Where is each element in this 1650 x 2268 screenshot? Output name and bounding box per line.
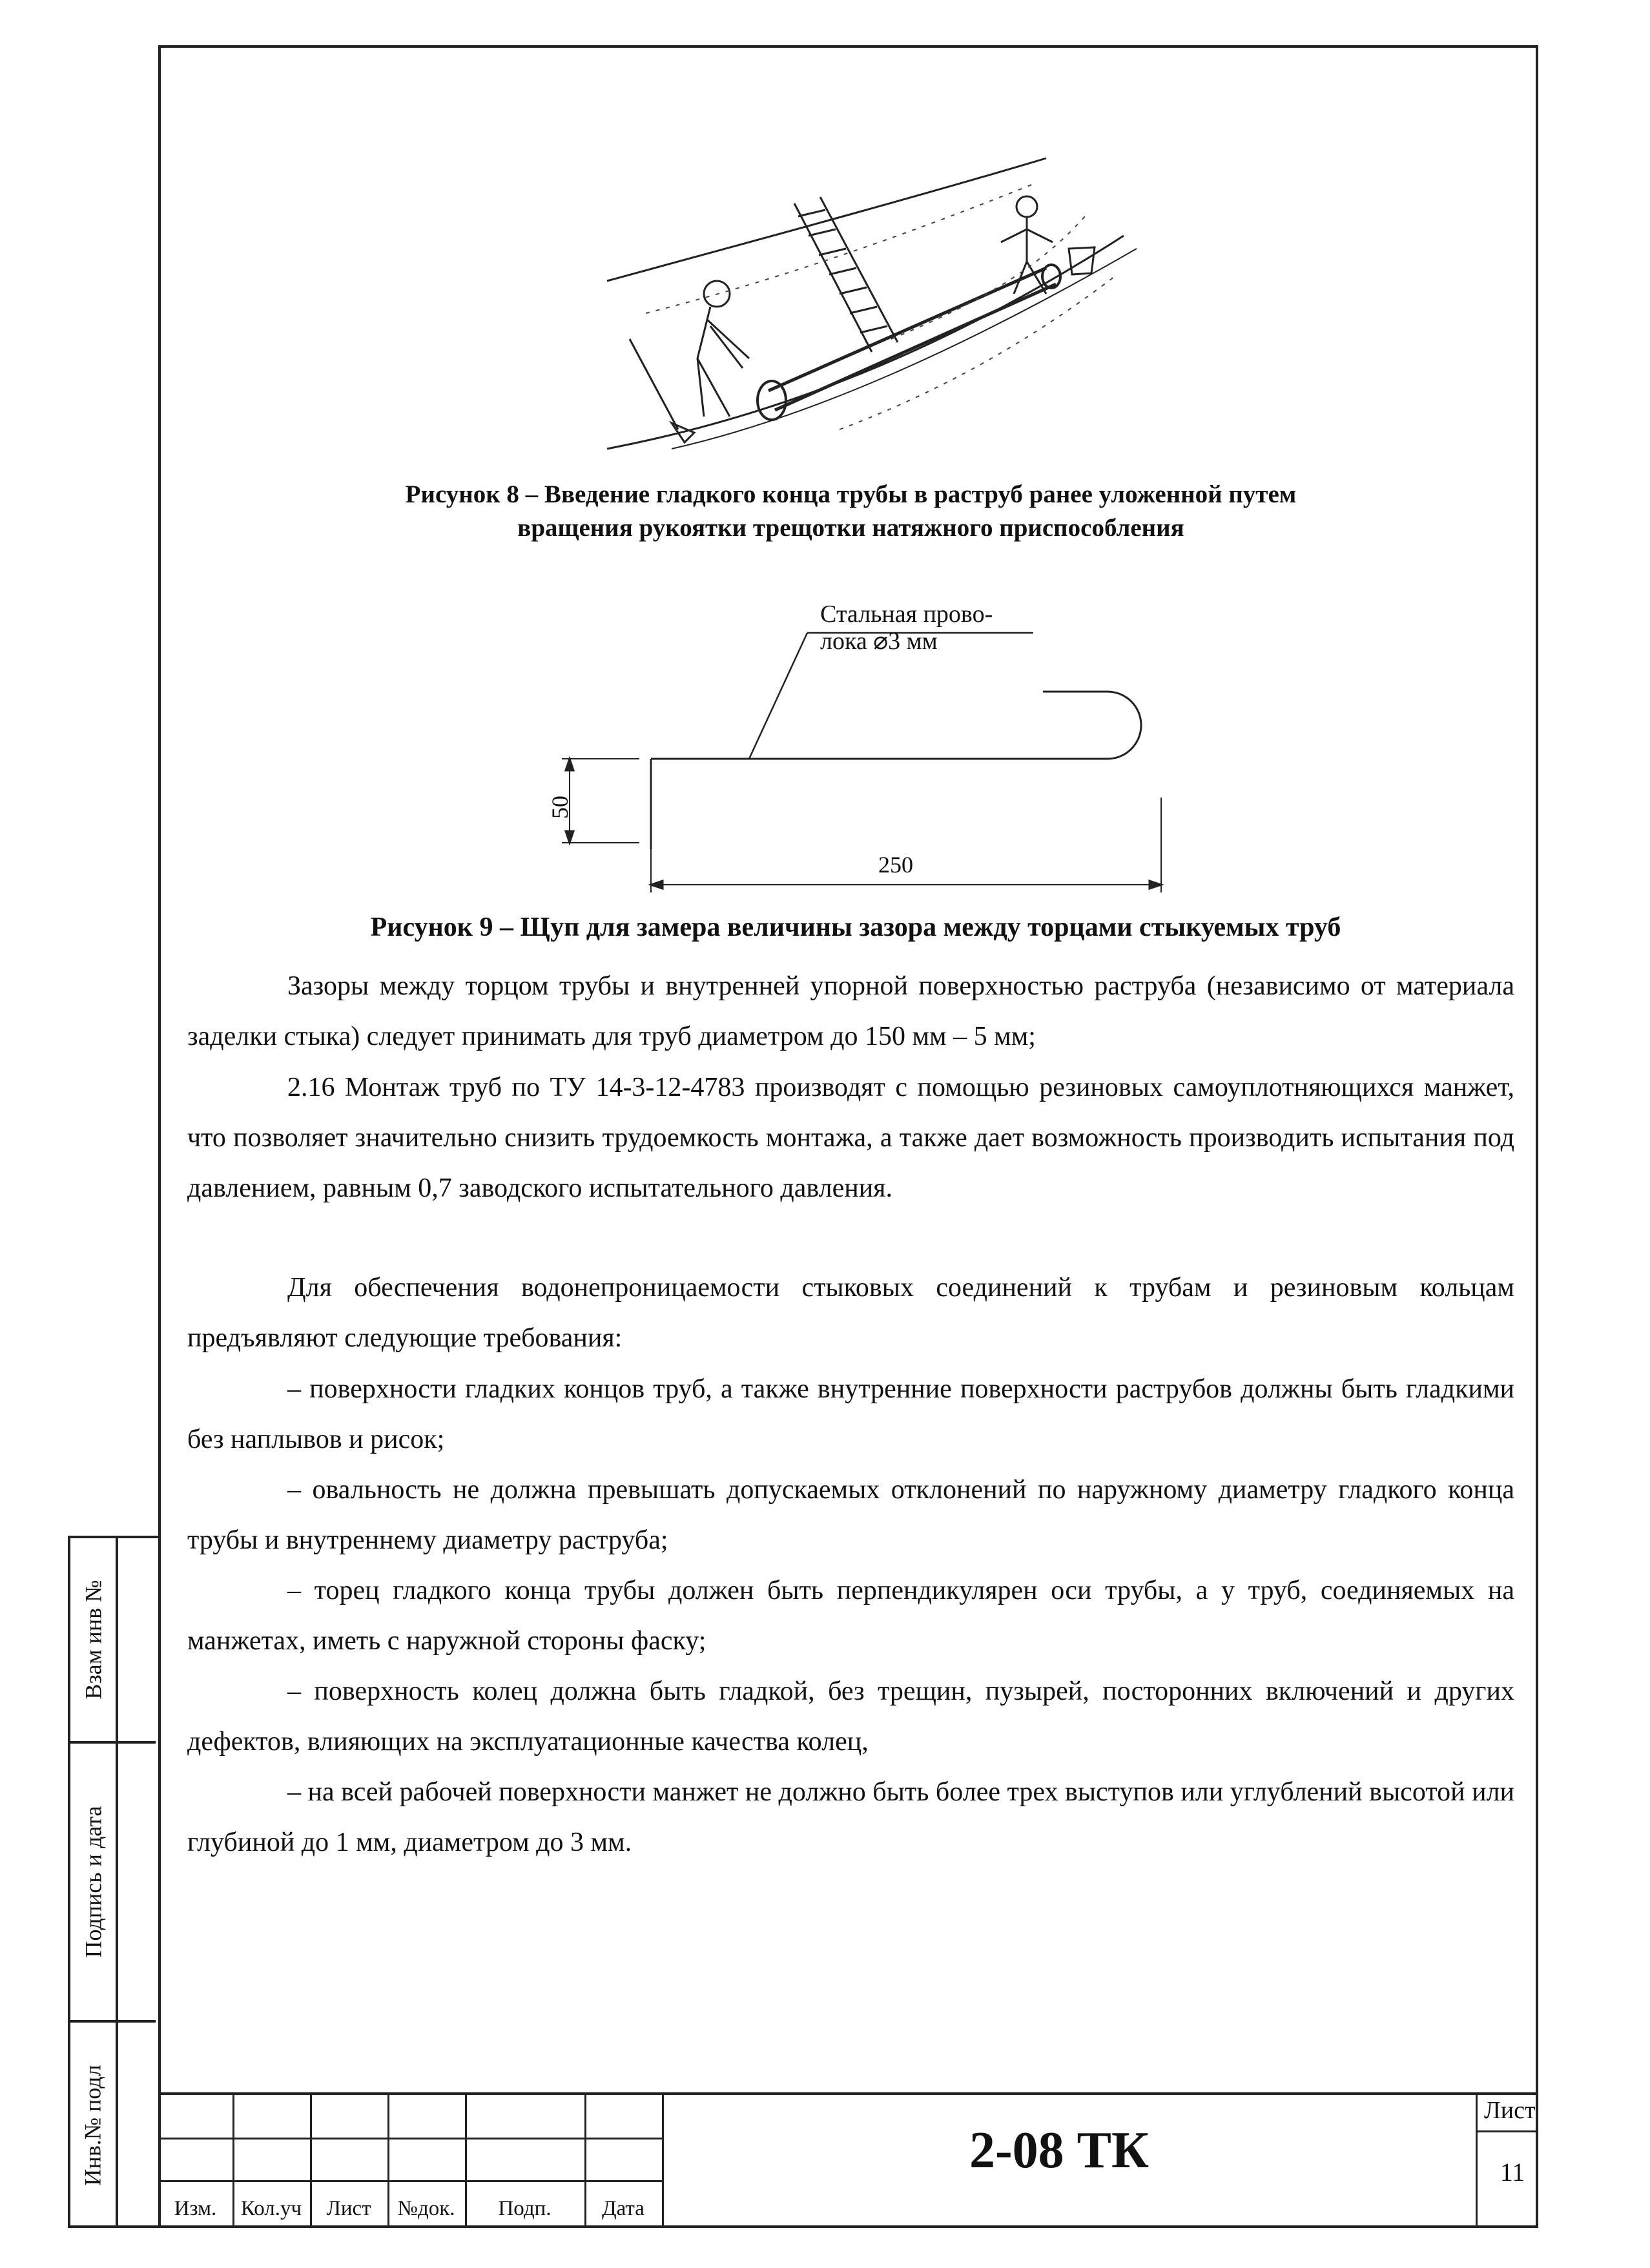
figure9-callout-line1: Стальная прово- — [820, 601, 993, 628]
list-item-smooth-surfaces: – поверхности гладких концов труб, а также внутренние поверхности раструбов должны быть гладкими без наплывов и рисок; — [187, 1374, 1514, 1454]
document-code: 2-08 ТК — [969, 2122, 1149, 2179]
figure9-dim-height: 50 — [547, 796, 573, 819]
side-label-inv-podl: Инв.№ подл — [80, 2065, 106, 2186]
figure9-dim-length: 250 — [878, 852, 913, 878]
side-label-signature-date: Подпись и дата — [80, 1806, 107, 1958]
paragraph-gap-requirements: Зазоры между торцом трубы и внутренней упорной поверхностью раструба (независимо от материала заделки стыка) следует принимать для труб диаметром до 150 мм – 5 мм; — [187, 971, 1514, 1051]
col-izm: Изм. — [174, 2197, 217, 2220]
figure8-caption — [187, 478, 1514, 545]
col-kolvo-uch: Кол.уч — [240, 2197, 302, 2220]
col-list: Лист — [326, 2197, 371, 2220]
side-cell-signature-date — [70, 1744, 156, 2023]
sheet-label: Лист — [1484, 2097, 1536, 2124]
list-item-ovality: – овальность не должна превышать допускаемых отклонений по наружному диаметру гладкого конца трубы и внутреннему диаметру раструба; — [187, 1475, 1514, 1555]
figure9-caption: Рисунок 9 – Щуп для замера величины зазора между торцами стыкуемых труб — [370, 912, 1341, 942]
side-stamp — [68, 1536, 158, 2228]
figure9-callout — [820, 601, 993, 655]
paragraph-2-16: 2.16 Монтаж труб по ТУ 14-3-12-4783 производят с помощью резиновых самоуплотняющихся манжет, что позволяет значительно снизить трудоемкость монтажа, а также дает возможность производить испытания под давлением, равным 0,7 заводского испытательного давления. — [187, 1073, 1514, 1203]
side-cell-zam-inv — [70, 1538, 156, 1744]
col-ndok: №док. — [397, 2197, 455, 2220]
col-data: Дата — [602, 2197, 645, 2220]
col-podp: Подп. — [498, 2197, 552, 2220]
paragraph-waterproofing: Для обеспечения водонепроницаемости стыковых соединений к трубам и резиновым кольцам предъявляют следующие требования: — [187, 1273, 1514, 1353]
sheet-number: 11 — [1500, 2158, 1525, 2187]
list-item-chamfer: – торец гладкого конца трубы должен быть перпендикулярен оси трубы, а у труб, соединяемых на манжетах, иметь с наружной стороны фаску; — [187, 1576, 1514, 1656]
list-item-ring-surface: – поверхность колец должна быть гладкой, без трещин, пузырей, посторонних включений и других дефектов, влияющих на эксплуатационные качества колец, — [187, 1676, 1514, 1757]
list-item-cuff-protrusions: – на всей рабочей поверхности манжет не должно быть более трех выступов или углублений высотой или глубиной до 1 мм, диаметром до 3 мм. — [187, 1777, 1514, 1857]
figure8-caption-line2: вращения рукоятки трещотки натяжного приспособления — [517, 514, 1184, 542]
side-label-zam-inv: Взам инв № — [80, 1580, 106, 1700]
figure8-illustration — [581, 145, 1143, 455]
figure9-callout-line2: лока ⌀3 мм — [820, 628, 938, 655]
side-cell-inv-podl — [70, 2023, 156, 2228]
figure8-caption-line1: Рисунок 8 – Введение гладкого конца трубы в раструб ранее уложенной путем — [405, 480, 1297, 508]
